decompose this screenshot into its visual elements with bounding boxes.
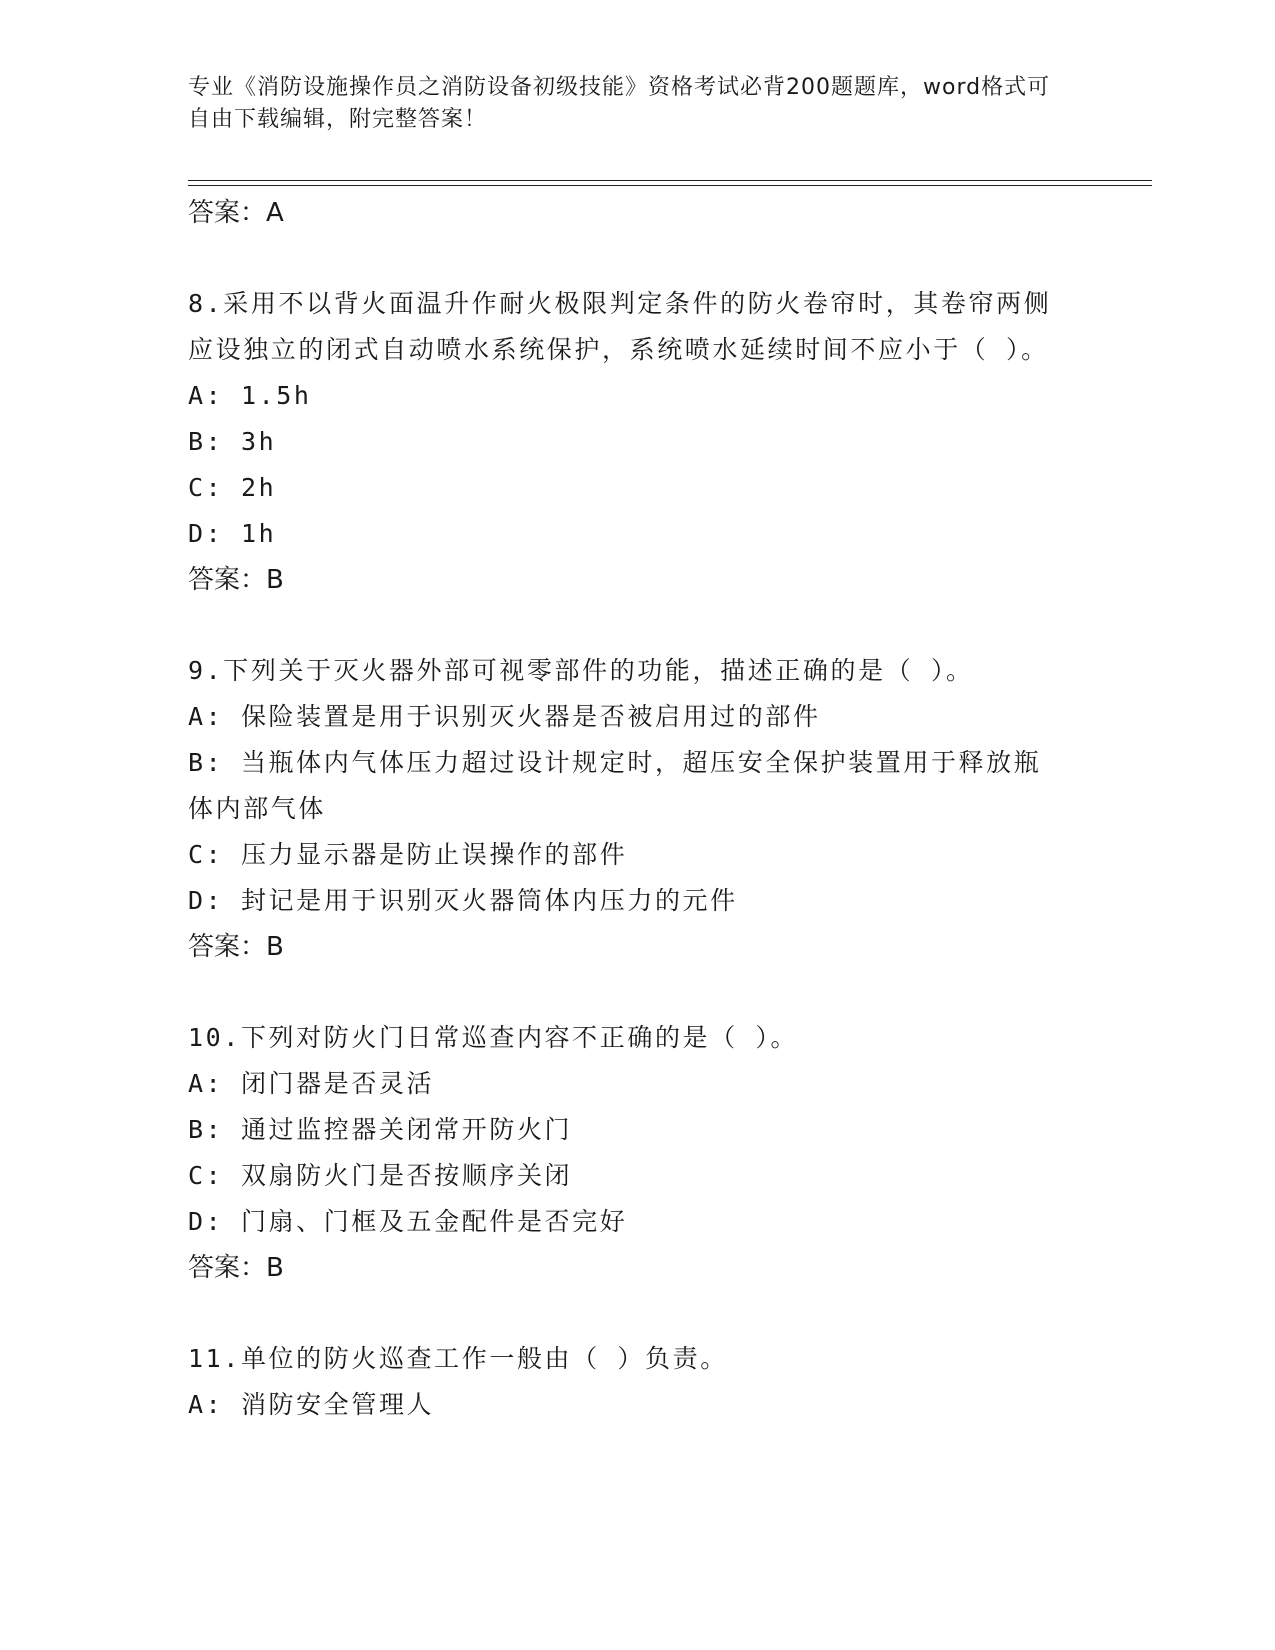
question-text: 10.下列对防火门日常巡查内容不正确的是（ ）。 (188, 1023, 799, 1052)
answer-line: 答案：B (188, 1253, 284, 1283)
question-10 (188, 1015, 1088, 1291)
option-c: C: 压力显示器是防止误操作的部件 (188, 840, 628, 869)
option-a: A: 闭门器是否灵活 (188, 1069, 435, 1098)
option-d: D: 1h (188, 519, 277, 548)
option-b: B: 3h (188, 427, 277, 456)
answer-line: 答案：B (188, 932, 284, 962)
question-8 (188, 281, 1088, 603)
option-d: D: 门扇、门框及五金配件是否完好 (188, 1207, 628, 1236)
option-d: D: 封记是用于识别灭火器筒体内压力的元件 (188, 886, 738, 915)
answer-line: 答案：B (188, 565, 284, 595)
question-text: 8.采用不以背火面温升作耐火极限判定条件的防火卷帘时，其卷帘两侧应设独立的闭式自动喷水系统保护，系统喷水延续时间不应小于（ ）。 (188, 289, 1052, 364)
option-a: A: 消防安全管理人 (188, 1390, 435, 1419)
header-divider-top (188, 180, 1152, 181)
option-a: A: 保险装置是用于识别灭火器是否被启用过的部件 (188, 702, 821, 731)
option-c: C: 2h (188, 473, 277, 502)
question-9 (188, 648, 1088, 970)
document-header: 专业《消防设施操作员之消防设备初级技能》资格考试必背200题题库，word格式可自由下载编辑，附完整答案！ (188, 75, 1051, 132)
question-text: 11.单位的防火巡查工作一般由（ ）负责。 (188, 1344, 728, 1373)
question-text: 9.下列关于灭火器外部可视零部件的功能，描述正确的是（ ）。 (188, 656, 974, 685)
option-a: A: 1.5h (188, 381, 312, 410)
question-list (188, 190, 1088, 1428)
answer-line: 答案：A (188, 198, 284, 228)
question-11 (188, 1336, 1088, 1428)
option-b: B: 当瓶体内气体压力超过设计规定时，超压安全保护装置用于释放瓶体内部气体 (188, 748, 1042, 823)
option-c: C: 双扇防火门是否按顺序关闭 (188, 1161, 573, 1190)
header-divider-bottom (188, 185, 1152, 186)
option-b: B: 通过监控器关闭常开防火门 (188, 1115, 573, 1144)
